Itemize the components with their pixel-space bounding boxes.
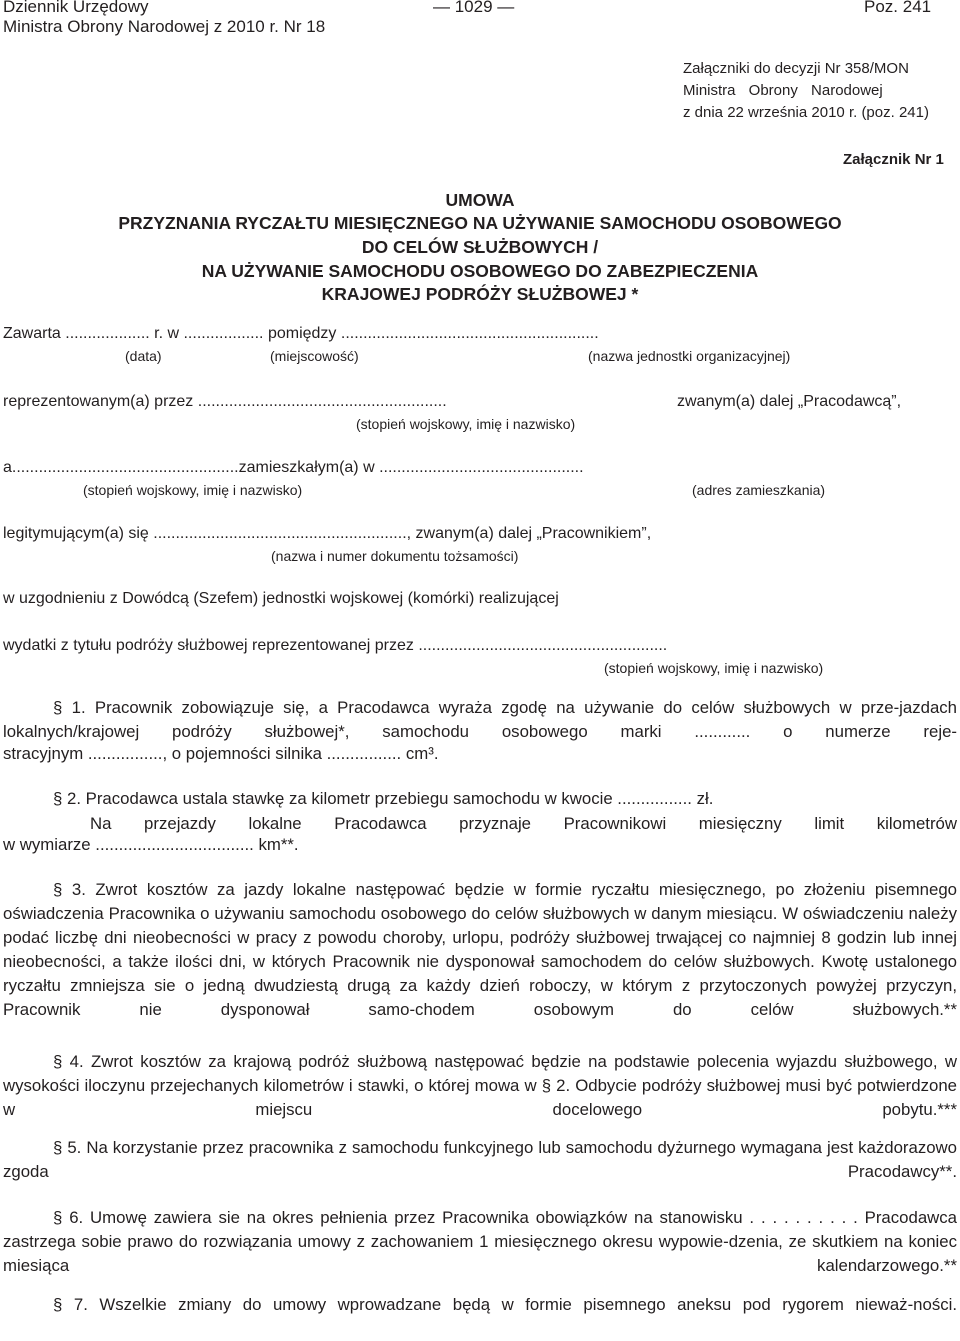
position-number: Poz. 241 xyxy=(864,0,932,16)
attachment-note-line2: Ministra Obrony Narodowej xyxy=(683,82,883,99)
attachment-note-line3: z dnia 22 września 2010 r. (poz. 241) xyxy=(683,104,929,121)
hint-address: (adres zamieszkania) xyxy=(692,482,826,498)
paragraph-3-text: § 3. Zwrot kosztów za jazdy lokalne następować będzie w formie ryczałtu miesięcznego, po złożeniu pisemnego oświadczenia Pracownika o używaniu samochodu osobowego do celów służbowych w danym miesiącu. W oświadczeniu należy podać liczbę dni nieobecności w pracy z powodu choroby, urlopu, podróży służbowej trwającej co najmniej 8 godzin lub innej nieobecności, a także ilości dni, w których Pracownik nie dysponował samochodem do celów służbowych. Kwotę ustalonego ryczałtu zmniejsza sie o jedną dwudziestą drugą za każdy dzień roboczy, w którym z przytoczonych powyżej przyczyn, Pracownik nie dysponował samo-chodem osobowym do celów służbowych.** xyxy=(3,880,957,1019)
hint-place: (miejscowość) xyxy=(270,348,359,364)
journal-name: Dziennik Urzędowy xyxy=(3,0,149,16)
paragraph-1-text: § 1. Pracownik zobowiązuje się, a Pracodawca wyraża zgodę na używanie do celów służbowych w prze-jazdach lokalnych/krajowej podróży służbowej*, samochodu osobowego marki ............ o numerze reje- xyxy=(3,698,957,741)
hint-representative-rank-name: (stopień wojskowy, imię i nazwisko) xyxy=(604,660,824,676)
attachment-label: Załącznik Nr 1 xyxy=(843,151,944,168)
paragraph-1 xyxy=(3,696,957,744)
employer-representative-line: reprezentowanym(a) przez ........................................................ xyxy=(3,393,447,410)
paragraph-7-text: § 7. Wszelkie zmiany do umowy wprowadzane będą w formie pisemnego aneksu pod rygorem nieważ-ności. xyxy=(53,1295,957,1314)
employee-address-line: a...................................................zamieszkałym(a) w .............................................. xyxy=(3,459,584,476)
commander-agreement-line: w uzgodnieniu z Dowódcą (Szefem) jednostki wojskowej (komórki) realizującej xyxy=(3,590,559,607)
hint-employer-rank-name: (stopień wojskowy, imię i nazwisko) xyxy=(356,416,576,432)
paragraph-4 xyxy=(3,1050,957,1122)
paragraph-5 xyxy=(3,1136,957,1184)
paragraph-7 xyxy=(3,1293,957,1341)
expenses-representative-line: wydatki z tytułu podróży służbowej reprezentowanej przez ........................................................ xyxy=(3,637,668,654)
journal-issue: Ministra Obrony Narodowej z 2010 r. Nr 18 xyxy=(3,17,326,36)
paragraph-2-distance: w wymiarze .................................. km**. xyxy=(3,835,299,854)
hint-unit: (nazwa jednostki organizacyjnej) xyxy=(588,348,791,364)
hint-id-document: (nazwa i numer dokumentu tożsamości) xyxy=(271,548,519,564)
document-subtitle-line1: PRZYZNANIA RYCZAŁTU MIESIĘCZNEGO NA UŻYWANIE SAMOCHODU OSOBOWEGO xyxy=(118,213,842,233)
paragraph-6 xyxy=(3,1206,957,1278)
document-subtitle-line3: NA UŻYWANIE SAMOCHODU OSOBOWEGO DO ZABEZPIECZENIA xyxy=(201,261,759,281)
attachment-note-line1: Załączniki do decyzji Nr 358/MON xyxy=(683,60,909,77)
hint-employee-rank-name: (stopień wojskowy, imię i nazwisko) xyxy=(83,482,303,498)
hint-date: (data) xyxy=(125,348,162,364)
paragraph-6-text: § 6. Umowę zawiera sie na okres pełnienia przez Pracownika obowiązków na stanowisku . . . . . . . . . . Pracodawca zastrzega sobie prawo do rozwiązania umowy z zachowaniem 1 miesięcznego okresu wypowie-dzenia, ze skutkiem na koniec miesiąca kalendarzowego.** xyxy=(3,1208,957,1275)
paragraph-2-rate: § 2. Pracodawca ustala stawkę za kilometr przebiegu samochodu w kwocie ................ zł. xyxy=(53,789,714,808)
document-title: UMOWA xyxy=(445,190,515,210)
paragraph-2-limit: Na przejazdy lokalne Pracodawca przyznaje Pracownikowi miesięczny limit kilometrów xyxy=(90,814,957,833)
employer-designation: zwanym(a) dalej „Pracodawcą”, xyxy=(677,393,902,410)
paragraph-1-tail: stracyjnym ................, o pojemności silnika ................ cm³. xyxy=(3,744,439,763)
paragraph-4-text: § 4. Zwrot kosztów za krajową podróż służbową następować będzie na podstawie polecenia wyjazdu służbowego, w wysokości iloczynu przejechanych kilometrów i stawki, o której mowa w § 2. Odbycie podróży służbowej musi być potwierdzone w miejscu docelowego pobytu.*** xyxy=(3,1052,957,1119)
page-number: — 1029 — xyxy=(433,0,515,16)
paragraph-3 xyxy=(3,878,957,1024)
paragraph-5-text: § 5. Na korzystanie przez pracownika z samochodu funkcyjnego lub samochodu dyżurnego wymagana jest każdorazowo zgoda Pracodawcy**. xyxy=(3,1138,957,1181)
employee-id-line: legitymującym(a) się ........................................................., zwanym(a) dalej „Pracownikiem”, xyxy=(3,525,652,542)
document-subtitle-line2: DO CELÓW SŁUŻBOWYCH / xyxy=(361,237,599,257)
contract-place-date-line: Zawarta ................... r. w .................. pomiędzy .......................................................... xyxy=(3,325,599,342)
document-subtitle-line4: KRAJOWEJ PODRÓŻY SŁUŻBOWEJ * xyxy=(321,284,639,304)
